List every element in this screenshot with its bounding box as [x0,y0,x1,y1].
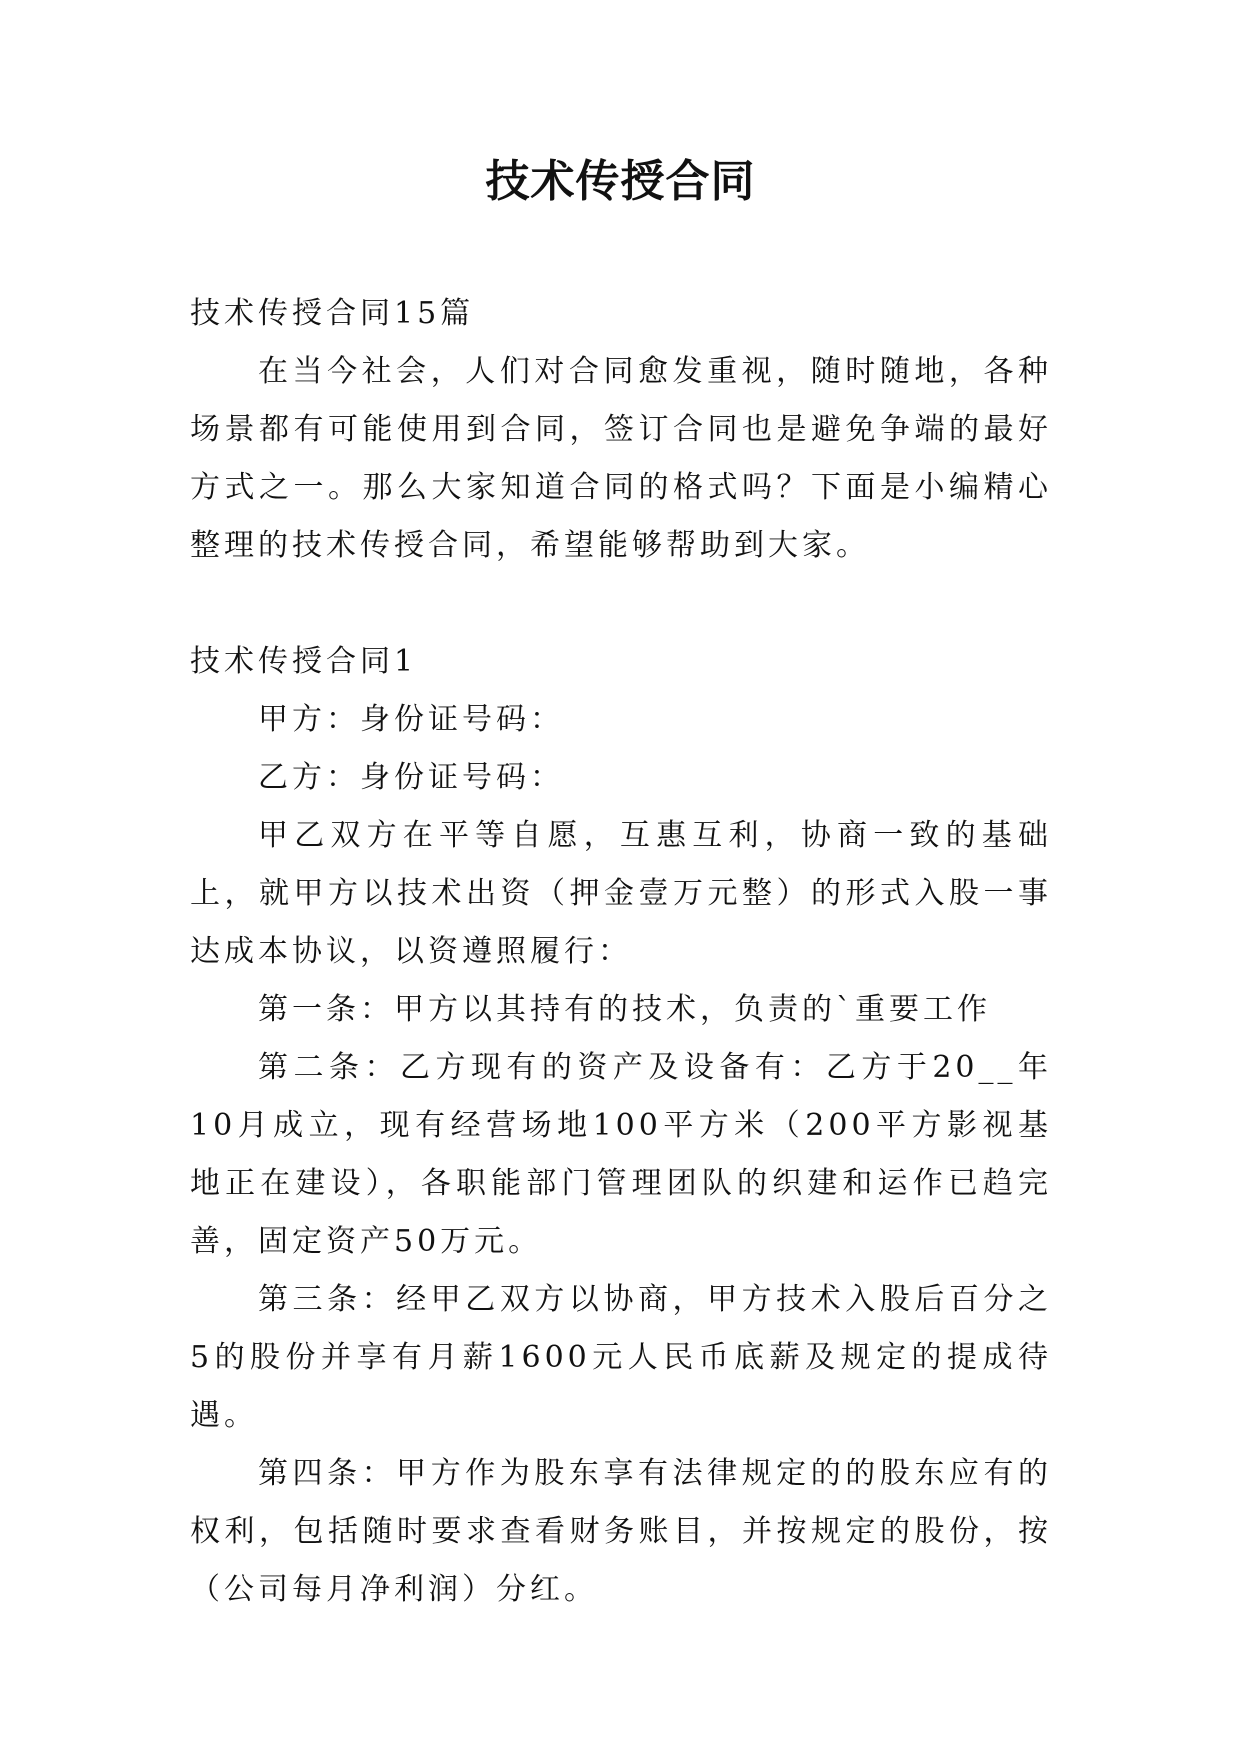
paragraph-gap [190,575,1052,633]
section-heading: 技术传授合同1 [190,644,418,679]
clause-4: 第四条：甲方作为股东享有法律规定的的股东应有的权利，包括随时要求查看财务账目，并按规定的股份，按（公司每月净利润）分红。 [190,1456,1052,1607]
document-body [190,285,1052,1619]
clause-3: 第三条：经甲乙双方以协商，甲方技术入股后百分之5的股份并享有月薪1600元人民币底薪及规定的提成待遇。 [190,1282,1052,1433]
document-title: 技术传授合同 [485,156,756,207]
document-subtitle: 技术传授合同15篇 [190,296,475,331]
clause-1: 第一条：甲方以其持有的技术，负责的`重要工作 [258,992,991,1027]
preamble-paragraph: 甲乙双方在平等自愿，互惠互利，协商一致的基础上，就甲方以技术出资（押金壹万元整）的形式入股一事达成本协议，以资遵照履行： [190,818,1052,969]
clause-2: 第二条：乙方现有的资产及设备有：乙方于20__年10月成立，现有经营场地100平方米（200平方影视基地正在建设），各职能部门管理团队的织建和运作已趋完善，固定资产50万元。 [190,1050,1052,1259]
party-a-line: 甲方：身份证号码： [258,702,564,737]
intro-paragraph: 在当今社会，人们对合同愈发重视，随时随地，各种场景都有可能使用到合同，签订合同也是避免争端的最好方式之一。那么大家知道合同的格式吗？下面是小编精心整理的技术传授合同，希望能够帮助到大家。 [190,354,1052,563]
party-b-line: 乙方：身份证号码： [258,760,564,795]
